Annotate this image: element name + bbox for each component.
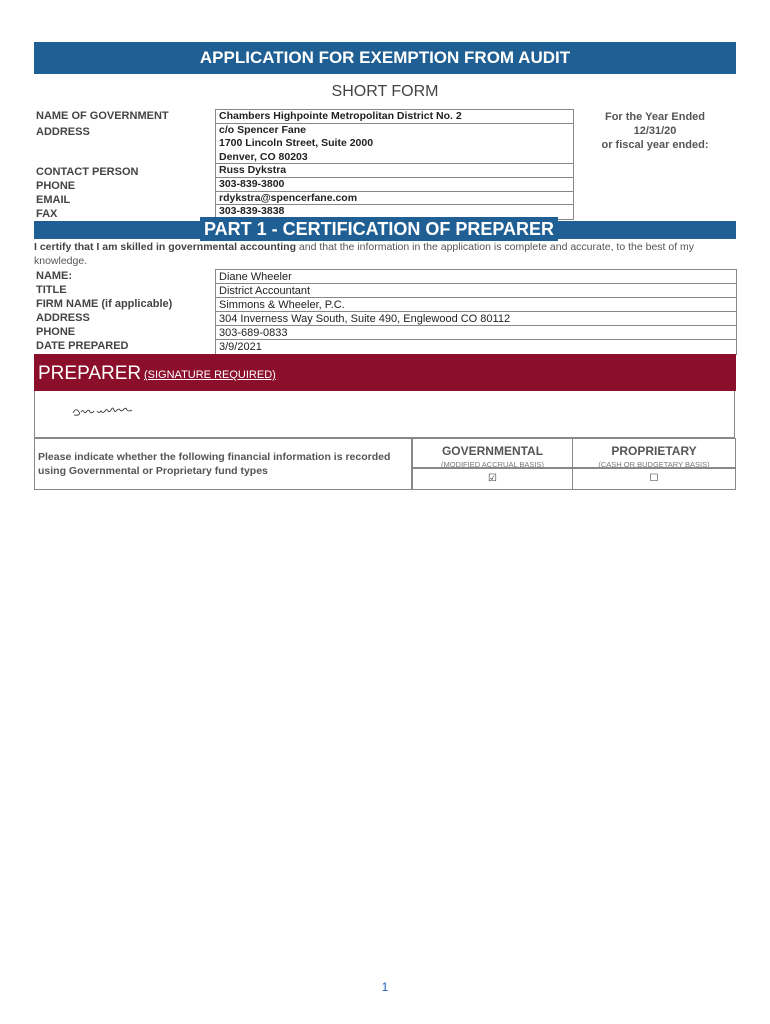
phone-field[interactable]: 303-839-3800 bbox=[216, 178, 573, 192]
preparer-heading: PREPARER bbox=[38, 363, 142, 384]
preparer-phone-field[interactable]: 303-689-0833 bbox=[216, 326, 736, 340]
label-phone: PHONE bbox=[36, 180, 76, 192]
certify-bold-text: I certify that I am skilled in governmental accounting bbox=[34, 241, 296, 253]
fiscal-year-label: or fiscal year ended: bbox=[601, 139, 709, 151]
preparer-info-box bbox=[215, 269, 737, 355]
label-preparer-phone: PHONE bbox=[36, 326, 76, 338]
year-ended-label: For the Year Ended bbox=[604, 111, 706, 123]
address-line-1[interactable]: c/o Spencer Fane bbox=[219, 123, 306, 136]
label-preparer-name: NAME: bbox=[36, 270, 73, 282]
label-contact-person: CONTACT PERSON bbox=[36, 166, 139, 178]
fund-type-question: Please indicate whether the following financial information is recorded using Governmental or Proprietary fund types bbox=[34, 438, 412, 490]
page-number: 1 bbox=[381, 980, 389, 994]
government-info-box bbox=[215, 109, 574, 220]
form-title: APPLICATION FOR EXEMPTION FROM AUDIT bbox=[34, 42, 736, 74]
form-subtitle: SHORT FORM bbox=[331, 83, 439, 100]
governmental-label: GOVERNMENTAL bbox=[441, 444, 544, 458]
label-firm-name: FIRM NAME (if applicable) bbox=[36, 298, 173, 310]
signature-box[interactable] bbox=[34, 391, 735, 438]
fund-type-table bbox=[34, 438, 736, 490]
governmental-header bbox=[412, 438, 573, 468]
handwritten-signature bbox=[71, 403, 151, 419]
preparer-title-field[interactable]: District Accountant bbox=[216, 284, 736, 298]
governmental-checkbox[interactable]: ☑ bbox=[412, 468, 573, 490]
label-fax: FAX bbox=[36, 208, 58, 220]
year-ended-date[interactable]: 12/31/20 bbox=[633, 125, 677, 137]
label-government-name: NAME OF GOVERNMENT bbox=[36, 110, 169, 122]
governmental-basis: (MODIFIED ACCRUAL BASIS) bbox=[440, 460, 545, 469]
certify-rest-text: and that the information in the application is complete and accurate, to the best of my knowledge. bbox=[34, 241, 695, 267]
proprietary-header bbox=[572, 438, 736, 468]
address-line-2[interactable]: 1700 Lincoln Street, Suite 2000 bbox=[219, 137, 374, 150]
label-email: EMAIL bbox=[36, 194, 71, 206]
part1-title: PART 1 - CERTIFICATION OF PREPARER bbox=[200, 217, 558, 241]
fiscal-year-block bbox=[580, 110, 730, 152]
label-date-prepared: DATE PREPARED bbox=[36, 340, 129, 352]
email-field[interactable]: rdykstra@spencerfane.com bbox=[216, 192, 573, 206]
address-line-3[interactable]: Denver, CO 80203 bbox=[216, 151, 573, 165]
preparer-address-field[interactable]: 304 Inverness Way South, Suite 490, Englewood CO 80112 bbox=[216, 312, 736, 326]
date-prepared-field[interactable]: 3/9/2021 bbox=[219, 341, 262, 353]
contact-person-field[interactable]: Russ Dykstra bbox=[216, 164, 573, 178]
proprietary-label: PROPRIETARY bbox=[611, 444, 697, 458]
firm-name-field[interactable]: Simmons & Wheeler, P.C. bbox=[216, 298, 736, 312]
preparer-name-field[interactable]: Diane Wheeler bbox=[216, 270, 736, 284]
signature-required-note: (SIGNATURE REQUIRED) bbox=[144, 369, 276, 381]
proprietary-checkbox[interactable]: ☐ bbox=[572, 468, 736, 490]
label-preparer-title: TITLE bbox=[36, 284, 67, 296]
label-address: ADDRESS bbox=[36, 126, 90, 138]
fax-field[interactable]: 303-839-3838 bbox=[219, 205, 285, 218]
proprietary-basis: (CASH OR BUDGETARY BASIS) bbox=[598, 460, 710, 469]
certification-statement bbox=[34, 240, 734, 268]
label-preparer-address: ADDRESS bbox=[36, 312, 90, 324]
government-name-field[interactable]: Chambers Highpointe Metropolitan District No. 2 bbox=[216, 110, 573, 124]
